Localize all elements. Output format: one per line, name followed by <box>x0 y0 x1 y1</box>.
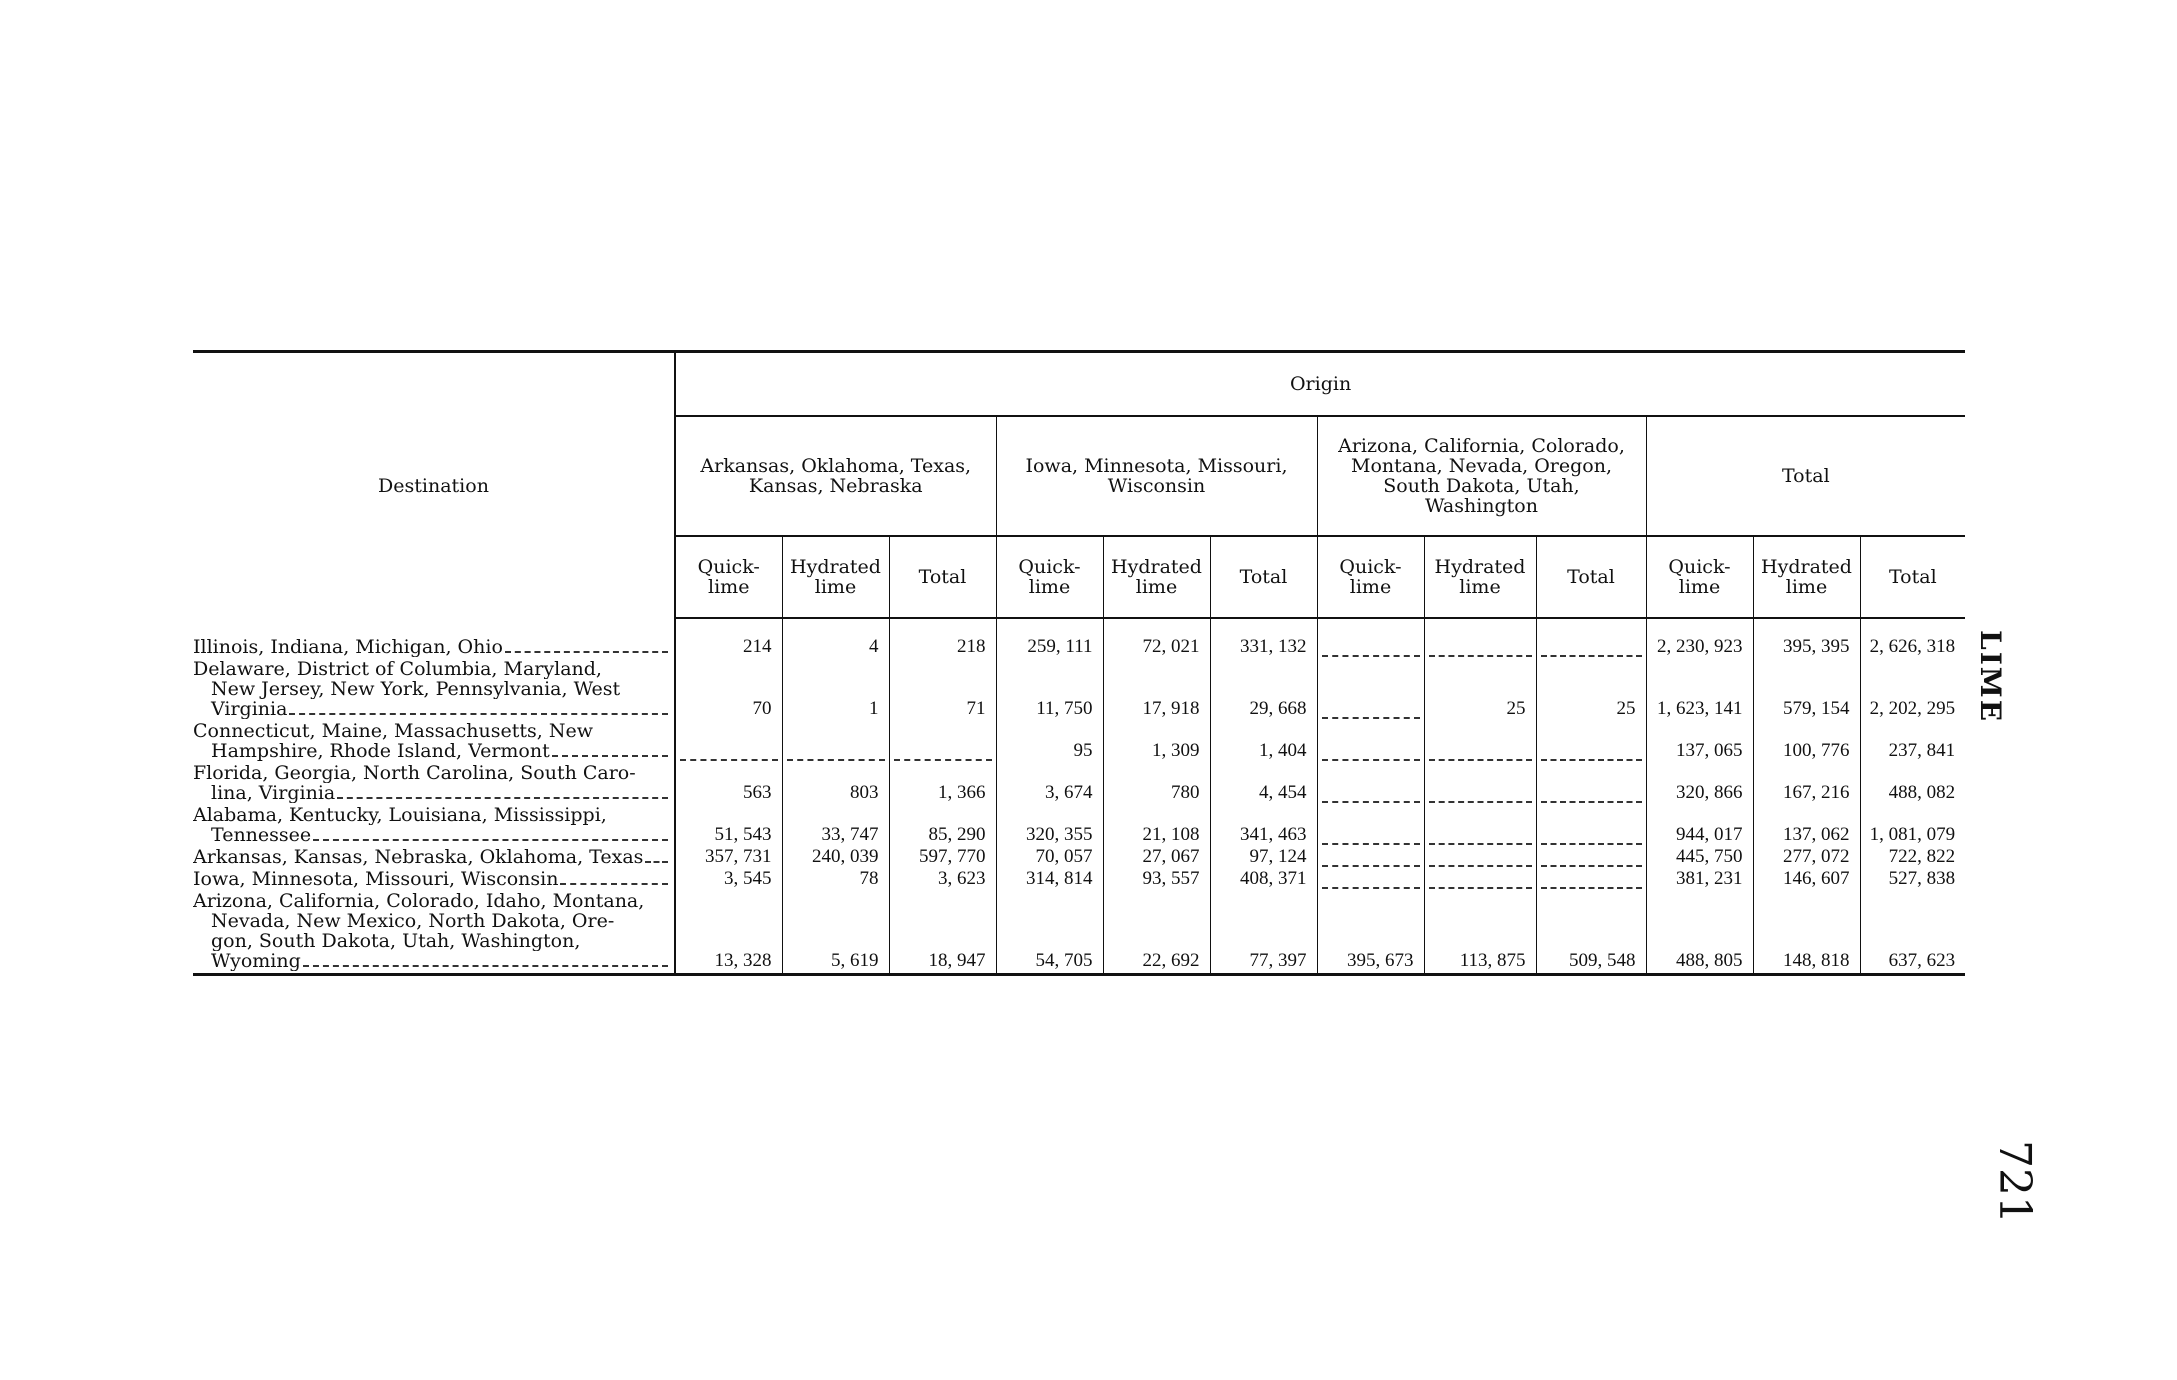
value-cell: 146, 607 <box>1753 869 1860 891</box>
destination-cell <box>193 659 675 721</box>
value-cell: 33, 747 <box>782 805 889 847</box>
value-cell: 579, 154 <box>1753 659 1860 721</box>
leader-dots <box>505 650 668 653</box>
value-cell: 237, 841 <box>1888 740 1956 761</box>
destination-cell <box>193 637 675 659</box>
empty-leader <box>1541 645 1642 657</box>
subheader-label: lime <box>1678 576 1721 598</box>
value-cell: 54, 705 <box>996 891 1103 973</box>
subheader-total-3 <box>1536 536 1646 618</box>
subheader-quick-4 <box>1646 536 1753 618</box>
value-cell: 3, 674 <box>996 763 1103 805</box>
subheader-label: lime <box>1028 576 1071 598</box>
value-cell: 167, 216 <box>1753 763 1860 805</box>
table-row <box>193 869 1965 891</box>
destination-line <box>193 637 668 657</box>
value-cell <box>1317 637 1424 659</box>
subheader-quick-1 <box>675 536 782 618</box>
value-cell: 27, 067 <box>1103 847 1210 869</box>
destination-text: Nevada, New Mexico, North Dakota, Ore- <box>211 911 615 931</box>
value-cell: 70 <box>675 659 782 721</box>
value-cell: 331, 132 <box>1210 637 1317 659</box>
leader-dots <box>645 860 668 863</box>
value-cell: 72, 021 <box>1103 637 1210 659</box>
spacer-cell <box>1103 618 1210 637</box>
value-cell: 4, 454 <box>1210 763 1317 805</box>
empty-leader <box>1429 855 1532 867</box>
subheader-hyd-1 <box>782 536 889 618</box>
subheader-label: lime <box>1135 576 1178 598</box>
subheader-hyd-3 <box>1424 536 1536 618</box>
value-cell <box>1536 763 1646 805</box>
group-header-total: Total <box>1646 416 1965 536</box>
subheader-total-1 <box>889 536 996 618</box>
value-cell: 100, 776 <box>1753 721 1860 763</box>
value-cell <box>1424 847 1536 869</box>
subheader-quick-2 <box>996 536 1103 618</box>
empty-leader <box>1322 791 1420 803</box>
destination-cell <box>193 869 675 891</box>
value-cell <box>1317 721 1424 763</box>
value-cell: 1, 309 <box>1103 721 1210 763</box>
subheader-label: lime <box>1349 576 1392 598</box>
subheader-label: lime <box>1785 576 1828 598</box>
subheader-hyd-2 <box>1103 536 1210 618</box>
value-cell <box>782 721 889 763</box>
subheader-label: lime <box>1459 576 1501 598</box>
destination-text: Illinois, Indiana, Michigan, Ohio <box>193 637 503 657</box>
empty-leader <box>1429 645 1532 657</box>
subheader-label: Total <box>1239 566 1288 588</box>
value-cell <box>1424 763 1536 805</box>
destination-line <box>193 825 668 845</box>
value-cell <box>1424 721 1536 763</box>
value-cell: 3, 545 <box>675 869 782 891</box>
value-cell <box>1317 659 1424 721</box>
value-cell <box>1536 721 1646 763</box>
value-cell: 1, 623, 141 <box>1646 659 1753 721</box>
value-cell: 95 <box>996 721 1103 763</box>
value-cell: 25 <box>1536 659 1646 721</box>
empty-leader <box>1541 749 1642 761</box>
value-cell: 320, 866 <box>1646 763 1753 805</box>
value-cell: 597, 770 <box>889 847 996 869</box>
table-row <box>193 763 1965 805</box>
destination-line <box>193 847 668 867</box>
destination-line <box>193 951 668 971</box>
empty-leader <box>1429 791 1532 803</box>
spacer-cell <box>1317 618 1424 637</box>
value-cell <box>1424 869 1536 891</box>
value-cell: 488, 082 <box>1888 782 1956 803</box>
running-title: LIME <box>1974 630 2007 724</box>
value-cell: 1, 081, 079 <box>1869 824 1956 845</box>
subheader-quick-3 <box>1317 536 1424 618</box>
destination-line <box>193 741 668 761</box>
value-cell: 51, 543 <box>675 805 782 847</box>
table-row <box>193 847 1965 869</box>
destination-line <box>193 891 668 911</box>
value-cell <box>1317 805 1424 847</box>
value-cell: 70, 057 <box>996 847 1103 869</box>
empty-leader <box>1429 877 1532 889</box>
value-cell: 2, 202, 295 <box>1869 698 1956 719</box>
page-number: 721 <box>1989 1140 2040 1224</box>
value-cell: 148, 818 <box>1753 891 1860 973</box>
value-cell: 2, 230, 923 <box>1646 637 1753 659</box>
spacer-cell <box>675 618 782 637</box>
value-cell: 509, 548 <box>1536 891 1646 973</box>
subheader-label: Quick- <box>1339 556 1402 578</box>
value-cell: 78 <box>782 869 889 891</box>
leader-dots <box>552 754 668 757</box>
value-cell: 218 <box>889 637 996 659</box>
spacer-cell <box>1646 618 1753 637</box>
value-cell: 5, 619 <box>782 891 889 973</box>
value-cell: 2, 626, 318 <box>1869 636 1956 657</box>
destination-text: Alabama, Kentucky, Louisiana, Mississippi, <box>193 805 607 825</box>
value-cell <box>1536 869 1646 891</box>
value-cell: 637, 623 <box>1888 950 1956 971</box>
value-cell: 17, 918 <box>1103 659 1210 721</box>
destination-line <box>193 721 668 741</box>
destination-text: lina, Virginia <box>211 783 336 803</box>
value-cell: 527, 838 <box>1888 868 1956 889</box>
empty-leader <box>1322 707 1420 719</box>
value-cell: 25 <box>1424 659 1536 721</box>
table-row <box>193 659 1965 721</box>
table-row <box>193 805 1965 847</box>
value-cell: 29, 668 <box>1210 659 1317 721</box>
subheader-label: Total <box>1567 566 1615 588</box>
value-cell <box>1317 869 1424 891</box>
subheader-label: Quick- <box>1018 556 1081 578</box>
empty-leader <box>1322 749 1420 761</box>
value-cell <box>1536 805 1646 847</box>
value-cell: 137, 065 <box>1646 721 1753 763</box>
spacer-cell <box>889 618 996 637</box>
destination-line <box>193 679 668 699</box>
spacer-cell <box>1424 618 1536 637</box>
destination-cell <box>193 847 675 869</box>
empty-leader <box>1541 791 1642 803</box>
destination-text: Arkansas, Kansas, Nebraska, Oklahoma, Texas <box>193 847 644 867</box>
destination-text: Tennessee <box>211 825 312 845</box>
value-cell: 395, 673 <box>1317 891 1424 973</box>
destination-cell <box>193 721 675 763</box>
value-cell <box>1317 763 1424 805</box>
value-cell: 488, 805 <box>1646 891 1753 973</box>
destination-text: Hampshire, Rhode Island, Vermont <box>211 741 550 761</box>
lime-shipments-table <box>193 350 1965 976</box>
value-cell: 240, 039 <box>782 847 889 869</box>
empty-leader <box>1322 833 1420 845</box>
subheader-label: Hydrated <box>1761 556 1852 578</box>
subheader-label: Total <box>918 566 967 588</box>
table-bottom-rule <box>193 973 1965 976</box>
destination-text: New Jersey, New York, Pennsylvania, West <box>211 679 621 699</box>
empty-leader <box>1322 645 1420 657</box>
destination-text: Delaware, District of Columbia, Maryland, <box>193 659 602 679</box>
destination-text: Iowa, Minnesota, Missouri, Wisconsin <box>193 869 559 889</box>
value-cell <box>675 721 782 763</box>
value-cell: 722, 822 <box>1888 846 1956 867</box>
spacer-cell <box>193 618 675 637</box>
subheader-label: Total <box>1888 566 1937 588</box>
empty-leader <box>1429 833 1532 845</box>
empty-leader <box>894 749 992 761</box>
value-cell: 97, 124 <box>1210 847 1317 869</box>
value-cell: 341, 463 <box>1210 805 1317 847</box>
value-cell: 77, 397 <box>1210 891 1317 973</box>
spacer-cell <box>1210 618 1317 637</box>
spacer-cell <box>782 618 889 637</box>
destination-line <box>193 911 668 931</box>
empty-leader <box>1541 833 1642 845</box>
empty-leader <box>1541 877 1642 889</box>
value-cell: 320, 355 <box>996 805 1103 847</box>
subheader-total-2 <box>1210 536 1317 618</box>
value-cell: 277, 072 <box>1753 847 1860 869</box>
leader-dots <box>289 712 668 715</box>
value-cell: 1, 404 <box>1210 721 1317 763</box>
value-cell: 214 <box>675 637 782 659</box>
value-cell: 445, 750 <box>1646 847 1753 869</box>
spacer-cell <box>996 618 1103 637</box>
group-header-3: Arizona, California, Colorado, Montana, Nevada, Oregon, South Dakota, Utah, Washington <box>1317 416 1646 536</box>
table-body <box>193 618 1965 973</box>
value-cell: 395, 395 <box>1753 637 1860 659</box>
destination-text: Arizona, California, Colorado, Idaho, Montana, <box>193 891 645 911</box>
destination-cell <box>193 891 675 973</box>
value-cell: 4 <box>782 637 889 659</box>
leader-dots <box>560 882 668 885</box>
empty-leader <box>787 749 885 761</box>
value-cell <box>1317 847 1424 869</box>
value-cell: 357, 731 <box>675 847 782 869</box>
destination-line <box>193 699 668 719</box>
subheader-total-4 <box>1860 536 1965 618</box>
subheader-label: Hydrated <box>790 556 881 578</box>
leader-dots <box>337 796 668 799</box>
origin-header: Origin <box>675 353 1965 416</box>
value-cell: 137, 062 <box>1753 805 1860 847</box>
value-cell <box>1536 637 1646 659</box>
value-cell: 314, 814 <box>996 869 1103 891</box>
destination-text: Virginia <box>211 699 288 719</box>
value-cell: 11, 750 <box>996 659 1103 721</box>
destination-line <box>193 763 668 783</box>
value-cell: 71 <box>889 659 996 721</box>
spacer-cell <box>1860 618 1965 637</box>
value-cell: 13, 328 <box>675 891 782 973</box>
leader-dots <box>303 964 668 967</box>
value-cell <box>1536 847 1646 869</box>
destination-text: Wyoming <box>211 951 301 971</box>
leader-dots <box>313 838 668 841</box>
destination-line <box>193 783 668 803</box>
subheader-hyd-4 <box>1753 536 1860 618</box>
group-header-2: Iowa, Minnesota, Missouri, Wisconsin <box>996 416 1317 536</box>
spacer-cell <box>1753 618 1860 637</box>
value-cell: 563 <box>675 763 782 805</box>
destination-text: Connecticut, Maine, Massachusetts, New <box>193 721 594 741</box>
destination-header: Destination <box>193 353 675 618</box>
value-cell: 408, 371 <box>1210 869 1317 891</box>
value-cell: 113, 875 <box>1424 891 1536 973</box>
subheader-label: Quick- <box>1668 556 1731 578</box>
table-row <box>193 721 1965 763</box>
value-cell: 381, 231 <box>1646 869 1753 891</box>
value-cell: 803 <box>782 763 889 805</box>
empty-leader <box>1322 855 1420 867</box>
spacer-cell <box>1536 618 1646 637</box>
destination-line <box>193 869 668 889</box>
subheader-label: Hydrated <box>1434 556 1526 578</box>
subheader-label: Quick- <box>697 556 760 578</box>
value-cell: 780 <box>1103 763 1210 805</box>
destination-line <box>193 931 668 951</box>
table-row <box>193 637 1965 659</box>
destination-text: Florida, Georgia, North Carolina, South Caro- <box>193 763 636 783</box>
destination-text: gon, South Dakota, Utah, Washington, <box>211 931 581 951</box>
spacer-row <box>193 618 1965 637</box>
empty-leader <box>1322 877 1420 889</box>
value-cell: 85, 290 <box>889 805 996 847</box>
value-cell: 3, 623 <box>889 869 996 891</box>
value-cell: 944, 017 <box>1646 805 1753 847</box>
empty-leader <box>1541 855 1642 867</box>
destination-cell <box>193 805 675 847</box>
value-cell <box>889 721 996 763</box>
empty-leader <box>680 749 778 761</box>
value-cell: 18, 947 <box>889 891 996 973</box>
destination-cell <box>193 763 675 805</box>
value-cell <box>1424 637 1536 659</box>
group-header-1: Arkansas, Oklahoma, Texas, Kansas, Nebraska <box>675 416 996 536</box>
value-cell <box>1424 805 1536 847</box>
destination-line <box>193 659 668 679</box>
value-cell: 1 <box>782 659 889 721</box>
value-cell: 21, 108 <box>1103 805 1210 847</box>
destination-line <box>193 805 668 825</box>
subheader-label: Hydrated <box>1111 556 1202 578</box>
data-table <box>193 353 1965 973</box>
value-cell: 259, 111 <box>996 637 1103 659</box>
table-row <box>193 891 1965 973</box>
value-cell: 93, 557 <box>1103 869 1210 891</box>
value-cell: 22, 692 <box>1103 891 1210 973</box>
value-cell: 1, 366 <box>889 763 996 805</box>
empty-leader <box>1429 749 1532 761</box>
subheader-label: lime <box>814 576 857 598</box>
subheader-label: lime <box>708 576 750 598</box>
